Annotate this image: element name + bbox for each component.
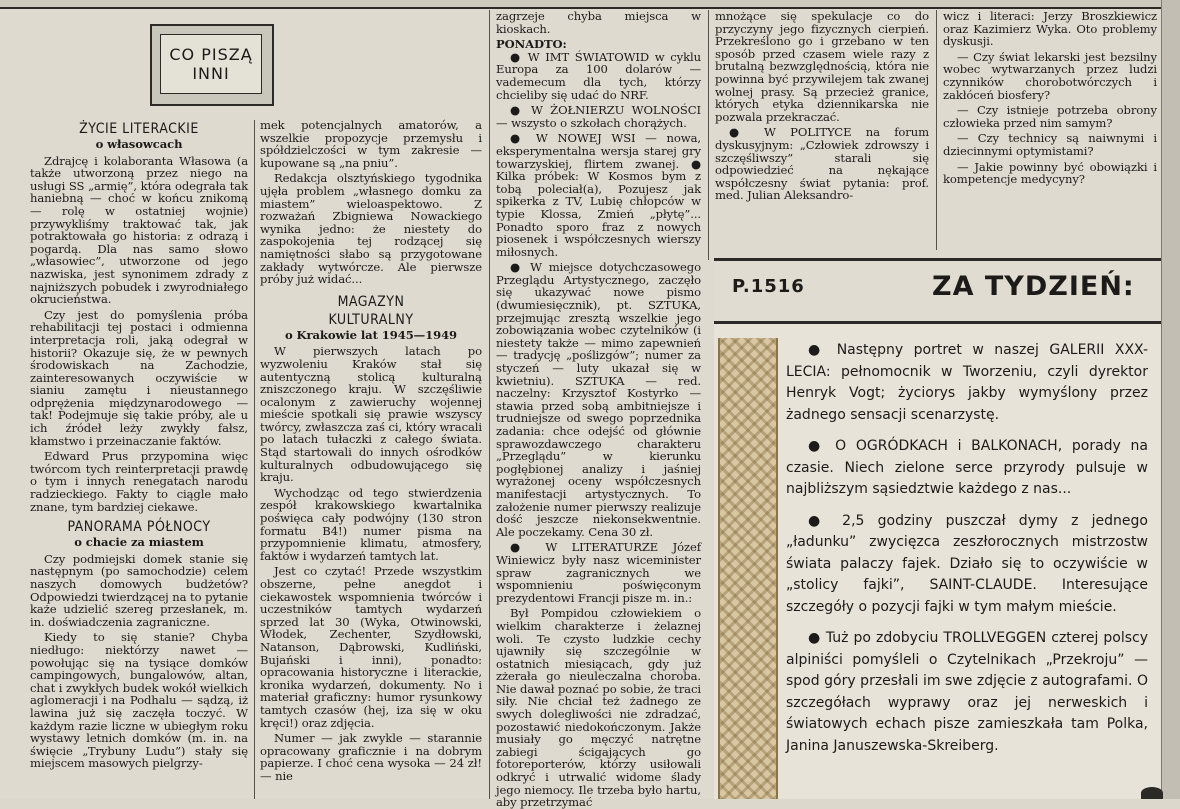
co-pisza-inni-box — [150, 24, 274, 106]
heading-panorama-polnocy: PANORAMA PÓŁNOCY — [67, 519, 211, 536]
column-divider — [254, 120, 255, 799]
paragraph: mnożące się spekulacje co do przyczyny jego fizycznych cierpień. Przekreślono go i grzebano w ten sposób przed czasem wiele razy z brutalną bezwzględnością, która nie powinna być przywilejem tak zwanej wolnej prasy. Są przecież granice, których etyka dziennikarska nie pozwala przekraczać. — [715, 9, 929, 124]
paragraph: zagrzeje chyba miejsca w kioskach. — [496, 9, 701, 36]
heading-zycie-literackie: ŻYCIE LITERACKIE — [79, 121, 199, 137]
column-divider — [489, 10, 490, 799]
column-4 — [715, 10, 929, 250]
paragraph: ● W POLITYCE na forum dyskusyjnym: „Człowiek zdrowszy i szczęśliwszy” starali się odpowiedzieć na nękające współczesny świat pytania: prof. med. Julian Aleksandro- — [715, 125, 929, 203]
paragraph: ● W NOWEJ WSI — nowa, eksperymentalna wersja starej gry towarzyskiej, flirtem zwanej. ● Kilka próbek: W Kosmos bym z tobą poleciał(a), Pozujesz jak spikerka z TV, Lubię chłopców w typie Klossa, Zmień „płytę”... Ponadto sporo fraz z nowych piosenek i współczesnych wierszy miłosnych. — [496, 131, 701, 259]
paragraph: mek potencjalnych amatorów, a wszelkie propozycje przemysłu i spółdzielczości w tym zakresie — kupowane są „na pniu”. — [260, 118, 482, 170]
subheading-krakow: o Krakowie lat 1945—1949 — [284, 327, 458, 342]
paragraph: ● W LITERATURZE Józef Winiewicz były nasz wiceminister spraw zagranicznych we wspomnieniu poświęconym prezydentowi Francji pisze m. in.: — [496, 540, 701, 605]
paragraph: W pierwszych latach po wyzwoleniu Kraków stał się autentyczną stolicą kulturalną zniszczonego kraju. W szczęśliwie ocalonym z zawieruchy wojennej mieście spotkali się prawie wszyscy twórcy, zwłaszcza zaś ci, który wracali po latach tułaczki z całego świata. Stąd startowali do innych ośrodków kulturalnych odbudowującego się kraju. — [260, 344, 482, 485]
corner-mark — [1141, 787, 1163, 799]
ornamental-border — [718, 338, 778, 799]
paragraph: ● W miejsce dotychczasowego Przeglądu Artystycznego, zaczęło się ukazywać nowe pismo (dwumiesięcznik), pt. SZTUKA, przejmując zresztą wszelkie jego zobowiązania wobec czytelników (i niestety także — mimo zapewnień — tradycję „poślizgów”; numer za styczeń — luty ukazał się w kwietniu). SZTUKA — red. naczelny: Krzysztof Kostyrko — stawia przed sobą ambitniejsze i trudniejsze od swego poprzednika zadania: chce odejść od głównie sprawozdawczego charakteru „Przeglądu” w kierunku pogłębionej analizy i jaśniej wyrażonej oceny współczesnych manifestacji artystycznych. To założenie numer pierwszy realizuje dość jeszcze niekonsekwentnie. Ale poczekamy. Cena 30 zł. — [496, 260, 701, 539]
paragraph: — Jakie powinny być obowiązki i kompetencje medycyny? — [943, 159, 1157, 187]
subheading-chata: o chacie za miastem — [74, 535, 204, 550]
box-title-line-1: CO PISZĄ — [169, 45, 253, 64]
paragraph: Jest co czytać! Przede wszystkim obszerne, pełne anegdot i ciekawostek wspomnienia twórców i uczestników tamtych wydarzeń sprzed lat 30 (Wyka, Otwinowski, Włodek, Zechenter, Szydłowski, Natanson, Dąbrowski, Kudliński, Bujański i inni), ponadto: opracowania historyczne i literackie, kronika wydarzeń, dokumenty. No i materiał graficzny: humor rysunkowy tamtych czasów (hej, iza się w oku kręci!) oraz zdjęcia. — [260, 564, 482, 730]
subheading-wlasowcy: o własowcach — [95, 137, 183, 151]
preview-item: ● Tuż po zdobyciu TROLLVEGGEN czterej polscy alpiniści pomyśleli o Czytelnikach „Przekroju” — spod góry przesłali im swe zdjęcie z autografami. O szczegółach wyprawy oraz jej nerweskich i światowych echach pisze zamieszkała tam Polka, Janina Januszewska-Skreiberg. — [786, 630, 1148, 754]
page-number: P.1516 — [732, 276, 805, 297]
paragraph: Czy jest do pomyślenia próba rehabilitacji tej postaci i odmienna interpretacja roli, jaką odegrał w historii? Okazuje się, że w pewnych środowiskach na Zachodzie, zainteresowanych oczywiście w sianiu zamętu i nieustannego odprężenia międzynarodowego — tak! Podejmuje się takie próby, ale u ich źródeł leży zwykły fałsz, kłamstwo i przeinaczanie faktów. — [30, 307, 248, 448]
za-tydzien-body — [786, 340, 1148, 767]
paragraph: — Czy świat lekarski jest bezsilny wobec wytwarzanych przez ludzi czynników chorobotwórczych i zakłóceń biosfery? — [943, 49, 1157, 102]
box-title-line-2: INNI — [192, 64, 230, 83]
paragraph: Wychodząc od tego stwierdzenia zespół krakowskiego kwartalnika poświęca cały podwójny (130 stron formatu B4!) numer pisma na przypomnienie klimatu, atmosfery, faktów i wydarzeń tamtych lat. — [260, 485, 482, 563]
column-divider — [936, 10, 937, 250]
column-3 — [496, 9, 701, 809]
paragraph: Kiedy to się stanie? Chyba niedługo: niektórzy nawet — powołując się na tysiące domków campingowych, bungalowów, altan, chat i zwykłych budek wokół wielkich aglomeracji i na Podhalu — sądzą, iż lawina już się zaczęła toczyć. W każdym razie liczne w ubiegłym roku wystawy letnich domków (m. in. na święcie „Trybuny Ludu”) stały się miejscem masowych pielgrzy- — [30, 630, 248, 771]
paragraph: Zdrajcę i kolaboranta Własowa (a także utworzoną przez niego na usługi SS „armię”, która odegrała tak haniebną — choć w końcu znikomą — rolę w ostatniej wojnie) przywykliśmy traktować tak, jak potraktowała go historia: z odrazą i pogardą. Dla nas samo słowo „własowiec”, utworzone od jego nazwiska, jest synonimem zdrady z najniższych pobudek i zwyrodniałego okrucieństwa. — [30, 153, 248, 307]
top-rule — [0, 0, 1179, 9]
paragraph: wicz i literaci: Jerzy Broszkiewicz oraz Kazimierz Wyka. Oto problemy dyskusji. — [943, 9, 1157, 49]
paragraph: Był Pompidou człowiekiem o wielkim charakterze i żelaznej woli. Te czysto ludzkie cechy ujawniły się szczególnie w ostatnich miesiącach, gdy już zżerała go nieuleczalna choroba. Nie dawał poznać po sobie, że traci siły. Nie chciał też żadnego ze swych dolegliwości nie zdradzać, pozostawić niedokończonym. Jakże musiały go męczyć natrętne zabiegi ścigających go fotoreporterów, którzy usiłowali odkryć i utrwalić widome ślady jego niemocy. Ile trzeba było hartu, aby przetrzymać — [496, 606, 701, 809]
heading-ponadto: PONADTO: — [496, 37, 567, 52]
paragraph: Redakcja olsztyńskiego tygodnika ujęła problem „własnego domku za miastem” wieloaspektowo. Z rozważań Zbigniewa Nowackiego wynika jedno: że niestety do zaspokojenia tej rodzącej się namiętności słabo są przygotowane zakłady wytwórcze. Ale pierwsze próby już widać... — [260, 171, 482, 287]
paragraph: ● W ŻOŁNIERZU WOLNOŚCI — wszysto o szkołach chorążych. — [496, 103, 701, 130]
za-tydzien-title: ZA TYDZIEŃ: — [932, 271, 1135, 302]
column-5 — [943, 10, 1157, 250]
preview-item: ● Następny portret w naszej GALERII XXX-LECIA: pełnomocnik w Tworzeniu, czyli dyrektor Henryk Vogt; życiorys jakby wymyślony przez żadnego sensacji scenarzystę. — [786, 342, 1148, 423]
preview-item: ● O OGRÓDKACH i BALKONACH, porady na czasie. Niech zielone serce przyrody pulsuje w najbliższym sąsiedztwie każdego z nas... — [786, 438, 1148, 497]
za-tydzien-header — [714, 258, 1161, 324]
paragraph: ● W IMT ŚWIATOWID w cyklu Europa za 100 dolarów — vademecum dla tych, którzy chcieliby się udać do NRF. — [496, 49, 701, 102]
column-1 — [30, 119, 248, 799]
paragraph: — Czy technicy są naiwnymi i dziecinnymi optymistami? — [943, 131, 1157, 158]
preview-item: ● 2,5 godziny puszczał dymy z jednego „ładunku” zwycięzca zeszłorocznych mistrzostw świata palaczy fajek. Działo się to oczywiście w „stolicy fajki”, SAINT-CLAUDE. Interesujące szczegóły o pozycji fajki w tym małym mieście. — [786, 512, 1148, 615]
page-edge — [1161, 0, 1180, 799]
paragraph: Edward Prus przypomina więc twórcom tych reinterpretacji prawdę o tym i innych renegatach narodu radzieckiego. Fakty to ciągle mało znane, tym bardziej ciekawe. — [30, 449, 248, 514]
heading-magazyn: MAGAZYN — [337, 293, 405, 310]
paragraph: Czy podmiejski domek stanie się następnym (po samochodzie) celem naszych domowych budżetów? Odpowiedzi twierdzącej na to pytanie każe udzielić szereg przesłanek, m. in. doświadczenia zagraniczne. — [30, 551, 248, 629]
paragraph: Numer — jak zwykle — starannie opracowany graficznie i na dobrym papierze. I choć cena wysoka — 24 zł! — nie — [260, 731, 482, 783]
column-divider — [708, 10, 709, 260]
column-2 — [260, 119, 482, 799]
paragraph: — Czy istnieje potrzeba obrony człowieka przed nim samym? — [943, 103, 1157, 130]
co-pisza-inni-title — [160, 34, 262, 94]
heading-kulturalny: KULTURALNY — [328, 311, 414, 328]
